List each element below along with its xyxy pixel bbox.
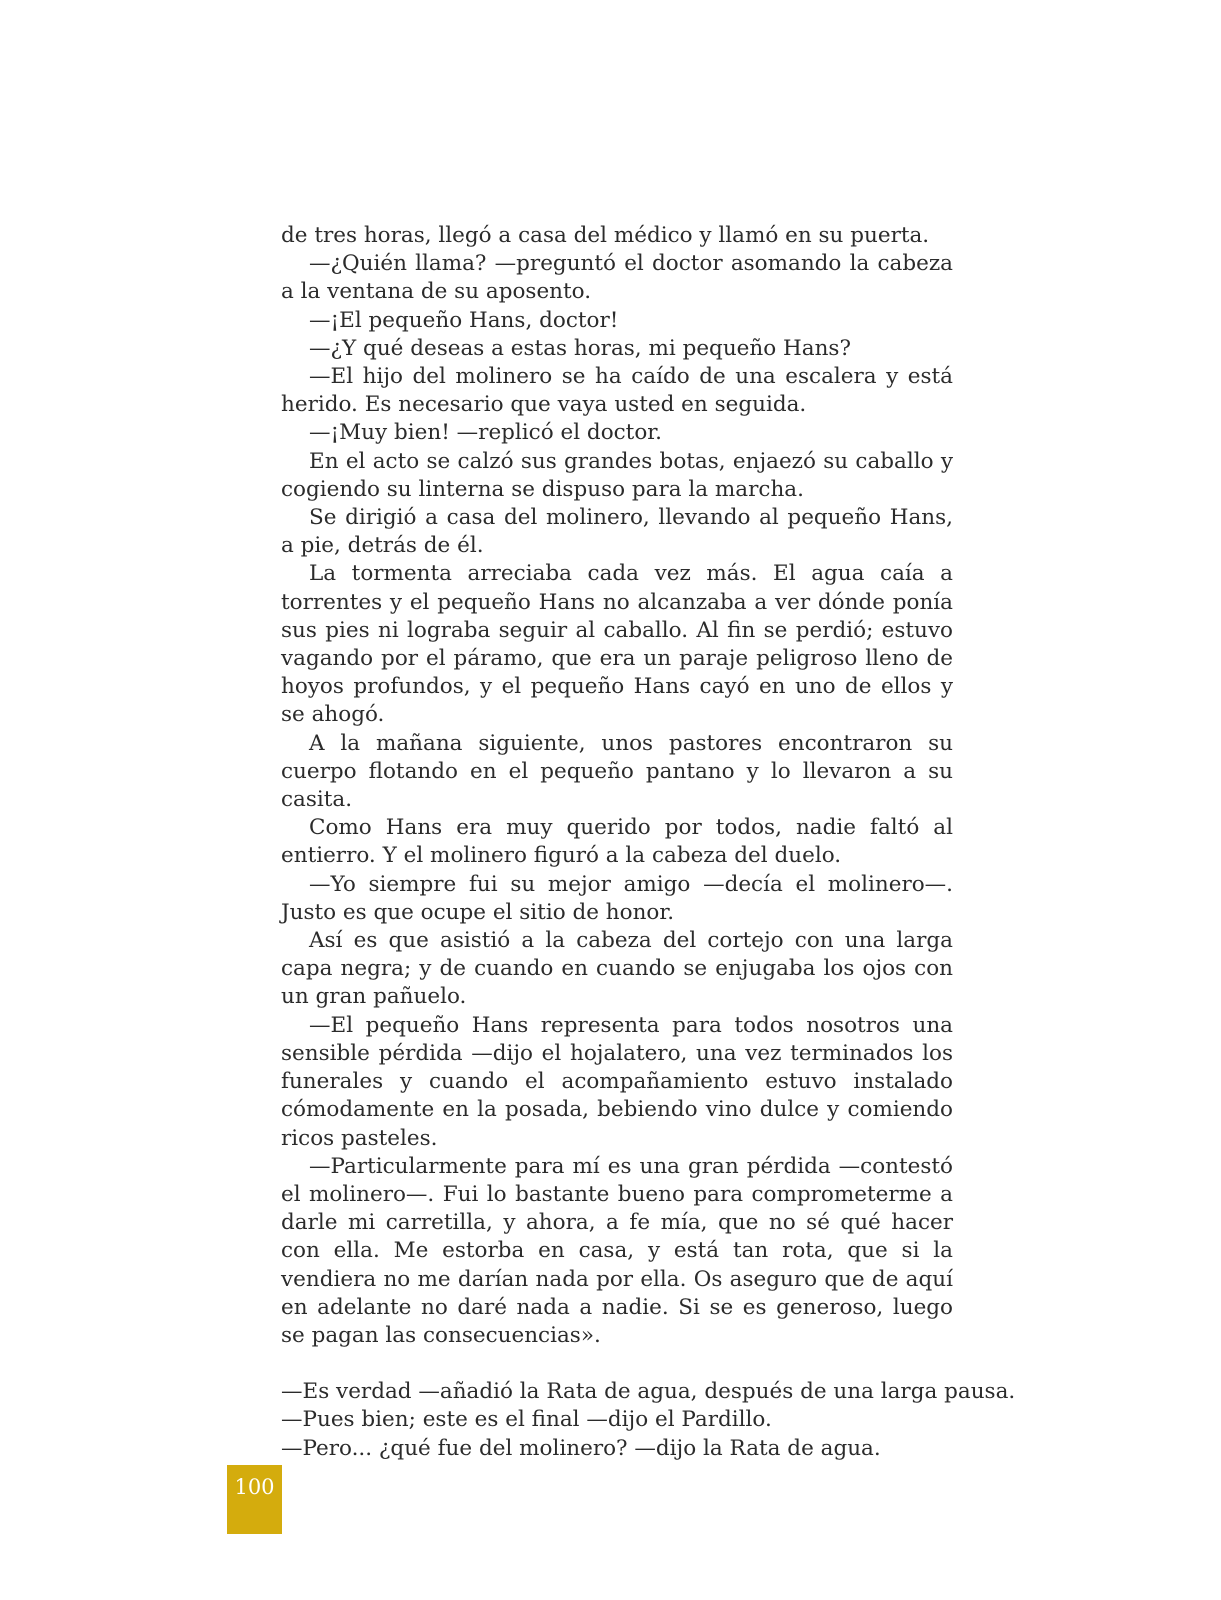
closing-line: —Es verdad —añadió la Rata de agua, después de una larga pausa. <box>281 1379 1016 1405</box>
paragraph: —¡Muy bien! —replicó el doctor. <box>309 420 663 446</box>
page-number: 100 <box>234 1475 275 1499</box>
paragraph: —¿Y qué deseas a estas horas, mi pequeño Hans? <box>309 335 851 361</box>
page-number-tab <box>227 1465 282 1534</box>
paragraph: —El pequeño Hans representa para todos nosotros una sensible pérdida —dijo el hojalatero, una vez terminados los funerales y cuando el acompañamiento estuvo instalado cómodamente en la posada, bebiendo vino dulce y comiendo ricos pasteles. <box>281 1012 953 1151</box>
closing-line: —Pues bien; este es el final —dijo el Pardillo. <box>281 1407 772 1433</box>
section-gap <box>281 1350 953 1378</box>
paragraph: —¿Quién llama? —preguntó el doctor asomando la cabeza a la ventana de su aposento. <box>281 251 953 305</box>
paragraph: Así es que asistió a la cabeza del cortejo con una larga capa negra; y de cuando en cuando se enjugaba los ojos con un gran pañuelo. <box>281 928 953 1010</box>
body-text <box>281 222 1016 1463</box>
paragraph: —Particularmente para mí es una gran pérdida —contestó el molinero—. Fui lo bastante bueno para comprometerme a darle mi carretilla, y ahora, a fe mía, que no sé qué hacer con ella. Me estorba en casa, y está tan rota, que si la vendiera no me darían nada por ella. Os aseguro que de aquí en adelante no daré nada a nadie. Si se es generoso, luego se pagan las consecuencias». <box>281 1153 953 1348</box>
paragraph: La tormenta arreciaba cada vez más. El agua caía a torrentes y el pequeño Hans no alcanzaba a ver dónde ponía sus pies ni lograba seguir al caballo. Al fin se perdió; estuvo vagando por el páramo, que era un paraje peligroso lleno de hoyos profundos, y el pequeño Hans cayó en uno de ellos y se ahogó. <box>281 561 953 728</box>
paragraph: Como Hans era muy querido por todos, nadie faltó al entierro. Y el molinero figuró a la cabeza del duelo. <box>281 815 953 869</box>
closing-line: —Pero... ¿qué fue del molinero? —dijo la Rata de agua. <box>281 1435 881 1461</box>
paragraph: En el acto se calzó sus grandes botas, enjaezó su caballo y cogiendo su linterna se dispuso para la marcha. <box>281 448 953 502</box>
paragraph: de tres horas, llegó a casa del médico y llamó en su puerta. <box>281 223 930 248</box>
paragraph: Se dirigió a casa del molinero, llevando al pequeño Hans, a pie, detrás de él. <box>281 505 953 559</box>
paragraph: A la mañana siguiente, unos pastores encontraron su cuerpo flotando en el pequeño pantano y lo llevaron a su casita. <box>281 730 953 813</box>
paragraph: —¡El pequeño Hans, doctor! <box>309 307 619 333</box>
paragraph: —Yo siempre fui su mejor amigo —decía el molinero—. Justo es que ocupe el sitio de honor. <box>281 871 953 925</box>
paragraph: —El hijo del molinero se ha caído de una escalera y está herido. Es necesario que vaya usted en seguida. <box>281 364 953 418</box>
